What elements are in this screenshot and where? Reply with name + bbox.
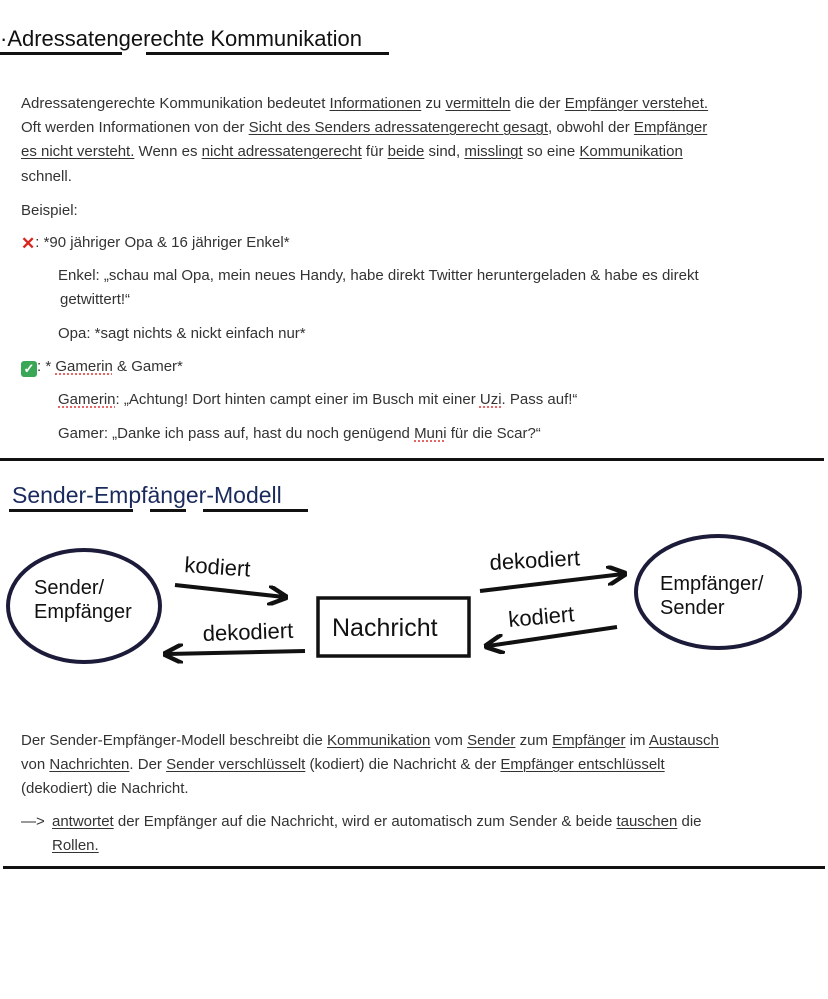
text-segment: vom bbox=[430, 732, 468, 749]
text-segment: die bbox=[677, 813, 702, 830]
dialog-line bbox=[58, 391, 577, 408]
text-segment: : * bbox=[37, 358, 56, 375]
underlined-term: Rollen. bbox=[52, 837, 99, 854]
title-underline bbox=[9, 509, 133, 512]
paragraph-line bbox=[21, 168, 72, 185]
text-segment: zum bbox=[515, 732, 553, 749]
paragraph-line bbox=[21, 756, 665, 773]
bad-example-title-text: : *90 jähriger Opa & 16 jähriger Enkel* bbox=[35, 234, 290, 251]
underlined-term: es nicht versteht. bbox=[21, 143, 135, 160]
arrow-center-to-left bbox=[167, 651, 305, 654]
text-segment: so eine bbox=[522, 143, 580, 160]
paragraph-line bbox=[21, 732, 719, 749]
dialog-line: Opa: *sagt nichts & nickt einfach nur* bbox=[58, 325, 306, 342]
text-segment: sind, bbox=[424, 143, 465, 160]
section-title-sender-empfaenger-modell: Sender-Empfänger-Modell bbox=[12, 482, 282, 508]
text-segment: Oft werden Informationen von der bbox=[21, 119, 249, 136]
text-segment: & Gamer* bbox=[112, 358, 183, 375]
dialog-line: Enkel: „schau mal Opa, mein neues Handy, habe direkt Twitter heruntergeladen & habe es direkt bbox=[58, 267, 699, 284]
center-node-label: Nachricht bbox=[332, 614, 438, 642]
text-segment: Gamer: „Danke ich pass auf, hast du noch genügend bbox=[58, 425, 415, 442]
spellcheck-term: Gamerin bbox=[55, 358, 113, 375]
underlined-term: Empfänger bbox=[552, 732, 626, 749]
example-label: Beispiel: bbox=[21, 202, 78, 219]
paragraph-line bbox=[52, 837, 99, 854]
section-divider bbox=[3, 866, 825, 869]
text-segment: . Der bbox=[129, 756, 167, 773]
underlined-term: Sender bbox=[467, 732, 516, 749]
title-underline bbox=[150, 509, 186, 512]
underlined-term: Kommunikation bbox=[579, 143, 683, 160]
spellcheck-term: Uzi bbox=[479, 391, 502, 408]
section-title-adressatengerechte-kommunikation: ·Adressatengerechte Kommunikation bbox=[0, 26, 362, 51]
dialog-line: getwittert!“ bbox=[60, 291, 131, 308]
spellcheck-term: Muni bbox=[414, 425, 447, 442]
arrow-right-to-center bbox=[488, 627, 617, 646]
paragraph-line bbox=[21, 143, 683, 160]
text-segment: schnell. bbox=[21, 168, 72, 185]
right-node-label: Sender bbox=[660, 597, 725, 619]
arrow-left-to-center bbox=[175, 585, 284, 597]
paragraph-line bbox=[52, 813, 702, 830]
arrow-prefix: —> bbox=[21, 813, 45, 830]
text-segment: zu bbox=[421, 95, 446, 112]
underlined-term: Informationen bbox=[329, 95, 422, 112]
text-segment: , obwohl der bbox=[547, 119, 634, 136]
paragraph-line bbox=[21, 95, 708, 112]
good-example-title bbox=[21, 358, 183, 377]
check-icon: ✓ bbox=[21, 361, 37, 377]
title-underline bbox=[203, 509, 308, 512]
right-node-label: Empfänger/ bbox=[660, 573, 764, 595]
title-underline bbox=[146, 52, 389, 55]
underlined-term: antwortet bbox=[52, 813, 114, 830]
section-divider bbox=[0, 458, 824, 461]
text-segment: der Empfänger auf die Nachricht, wird er automatisch zum Sender & beide bbox=[113, 813, 617, 830]
text-segment: für die Scar?“ bbox=[446, 425, 541, 442]
text-segment: . Pass auf!“ bbox=[501, 391, 578, 408]
underlined-term: vermitteln bbox=[445, 95, 511, 112]
paragraph-line bbox=[21, 119, 707, 136]
spellcheck-term: Gamerin bbox=[58, 391, 116, 408]
arrow-label: kodiert bbox=[183, 552, 252, 582]
underlined-term: Kommunikation bbox=[326, 732, 431, 749]
text-segment: Der Sender-Empfänger-Modell beschreibt die bbox=[21, 732, 327, 749]
text-segment: : „Achtung! Dort hinten campt einer im Busch mit einer bbox=[115, 391, 480, 408]
underlined-term: Empfänger entschlüsselt bbox=[500, 756, 665, 773]
arrow-label: dekodiert bbox=[202, 617, 294, 646]
text-segment: Wenn es bbox=[134, 143, 202, 160]
arrow-label: dekodiert bbox=[488, 545, 581, 575]
underlined-term: Empfänger bbox=[633, 119, 708, 136]
left-node-label: Sender/ bbox=[34, 577, 105, 599]
underlined-term: Nachrichten bbox=[49, 756, 130, 773]
cross-icon: ✕ bbox=[21, 234, 36, 253]
underlined-term: Sicht des Senders adressatengerecht gesagt bbox=[248, 119, 548, 136]
title-underline bbox=[0, 52, 122, 55]
underlined-term: beide bbox=[387, 143, 425, 160]
text-segment: für bbox=[361, 143, 388, 160]
paragraph-line bbox=[21, 780, 189, 797]
underlined-term: nicht adressatengerecht bbox=[201, 143, 362, 160]
underlined-term: tauschen bbox=[616, 813, 678, 830]
bad-example-title bbox=[21, 234, 290, 254]
text-segment: (dekodiert) die Nachricht. bbox=[21, 780, 189, 797]
arrow-center-to-right bbox=[480, 574, 623, 591]
dialog-line bbox=[58, 425, 541, 442]
text-segment: im bbox=[625, 732, 649, 749]
underlined-term: Empfänger verstehet. bbox=[564, 95, 709, 112]
text-segment: von bbox=[21, 756, 50, 773]
arrow-label: kodiert bbox=[507, 601, 576, 632]
good-example-title-text bbox=[37, 358, 183, 375]
text-segment: Adressatengerechte Kommunikation bedeutet bbox=[21, 95, 330, 112]
left-node-label: Empfänger bbox=[34, 601, 132, 623]
text-segment: die der bbox=[510, 95, 565, 112]
underlined-term: Sender verschlüsselt bbox=[166, 756, 306, 773]
text-segment: (kodiert) die Nachricht & der bbox=[305, 756, 501, 773]
underlined-term: misslingt bbox=[464, 143, 523, 160]
sender-empfaenger-diagram bbox=[0, 520, 828, 680]
underlined-term: Austausch bbox=[648, 732, 719, 749]
